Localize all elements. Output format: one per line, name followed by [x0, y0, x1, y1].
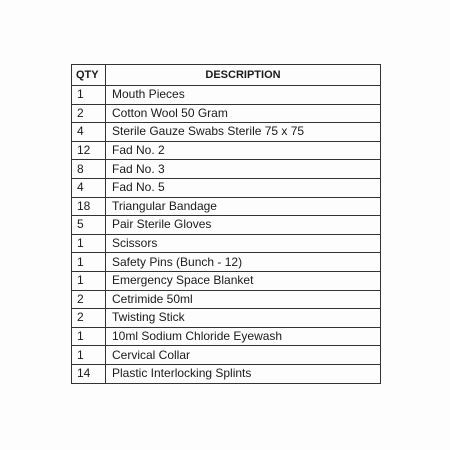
qty-cell: 12 [72, 141, 106, 160]
table-row [72, 327, 381, 346]
qty-cell: 2 [72, 309, 106, 328]
qty-cell: 1 [72, 234, 106, 253]
description-cell: Safety Pins (Bunch - 12) [106, 253, 381, 272]
description-cell: Triangular Bandage [106, 197, 381, 216]
description-cell: Mouth Pieces [106, 86, 381, 105]
description-cell: Cervical Collar [106, 346, 381, 365]
table-row [72, 104, 381, 123]
description-cell: Cotton Wool 50 Gram [106, 104, 381, 123]
table-row [72, 123, 381, 142]
qty-cell: 8 [72, 160, 106, 179]
qty-cell: 1 [72, 346, 106, 365]
qty-cell: 1 [72, 271, 106, 290]
description-cell: Scissors [106, 234, 381, 253]
table-row [72, 290, 381, 309]
qty-cell: 1 [72, 86, 106, 105]
table-row [72, 253, 381, 272]
description-cell: Twisting Stick [106, 309, 381, 328]
qty-cell: 2 [72, 290, 106, 309]
qty-cell: 4 [72, 178, 106, 197]
table-body [72, 86, 381, 384]
qty-cell: 18 [72, 197, 106, 216]
table-row [72, 178, 381, 197]
table-row [72, 86, 381, 105]
table-row [72, 216, 381, 235]
table-row [72, 160, 381, 179]
table-row [72, 346, 381, 365]
qty-header: QTY [72, 65, 106, 86]
qty-cell: 1 [72, 253, 106, 272]
description-cell: Fad No. 5 [106, 178, 381, 197]
description-cell: Emergency Space Blanket [106, 271, 381, 290]
table-row [72, 141, 381, 160]
qty-cell: 4 [72, 123, 106, 142]
table-row [72, 364, 381, 383]
description-cell: Sterile Gauze Swabs Sterile 75 x 75 [106, 123, 381, 142]
description-header: DESCRIPTION [106, 65, 381, 86]
qty-cell: 1 [72, 327, 106, 346]
table-row [72, 309, 381, 328]
contents-table [71, 64, 381, 384]
description-cell: Cetrimide 50ml [106, 290, 381, 309]
description-cell: 10ml Sodium Chloride Eyewash [106, 327, 381, 346]
description-cell: Plastic Interlocking Splints [106, 364, 381, 383]
table-header-row [72, 65, 381, 86]
qty-cell: 5 [72, 216, 106, 235]
description-cell: Fad No. 3 [106, 160, 381, 179]
qty-cell: 2 [72, 104, 106, 123]
table-row [72, 234, 381, 253]
table-row [72, 197, 381, 216]
description-cell: Pair Sterile Gloves [106, 216, 381, 235]
table-row [72, 271, 381, 290]
qty-cell: 14 [72, 364, 106, 383]
description-cell: Fad No. 2 [106, 141, 381, 160]
